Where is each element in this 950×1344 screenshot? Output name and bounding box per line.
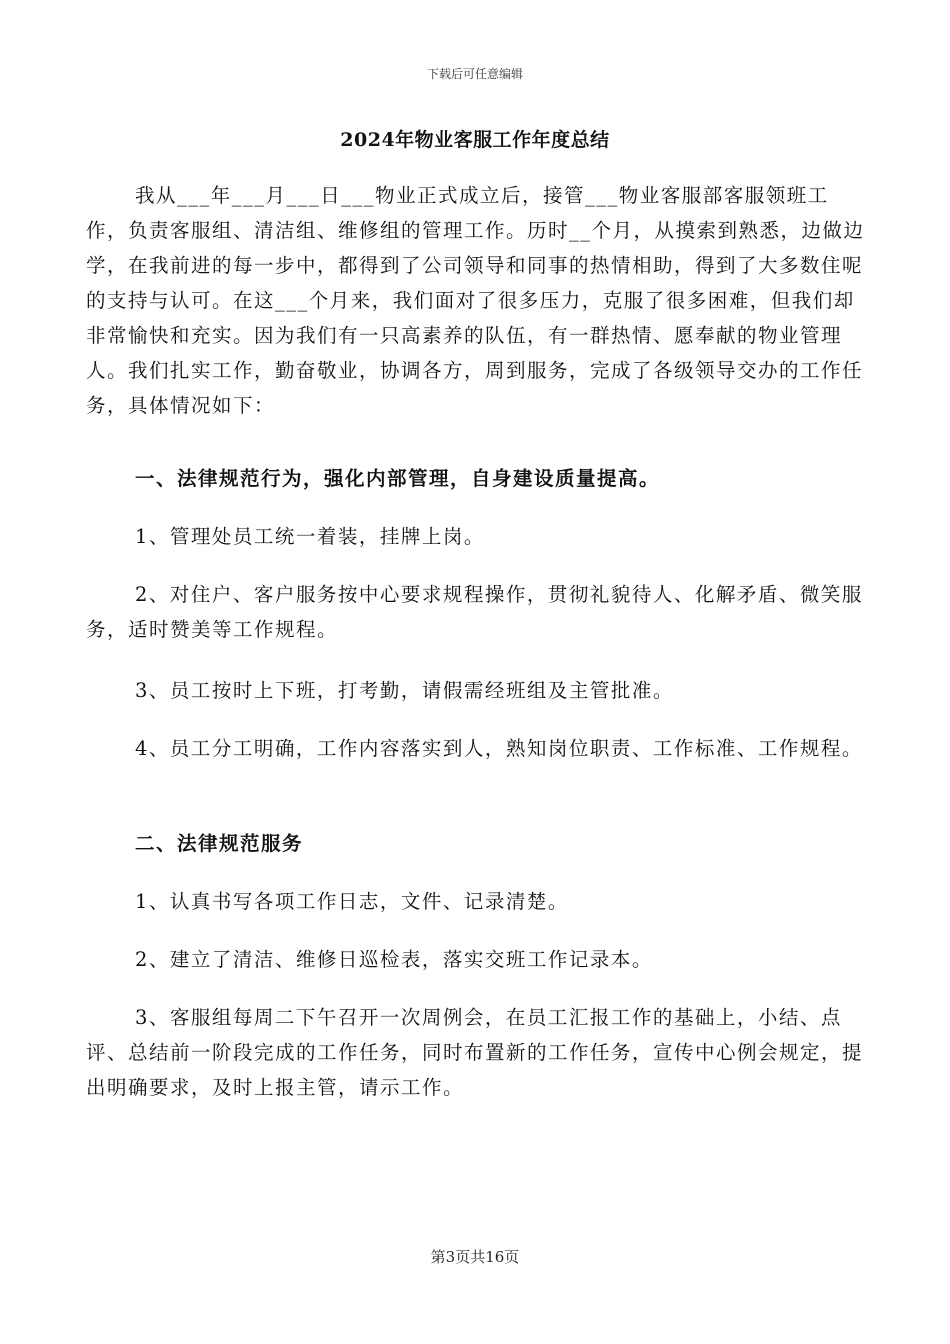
section-2-item-1: 1、认真书写各项工作日志，文件、记录清楚。 [135, 890, 569, 913]
section-1-item-3: 3、员工按时上下班，打考勤，请假需经班组及主管批准。 [135, 679, 674, 702]
section-2-item-2: 2、建立了清洁、维修日巡检表，落实交班工作记录本。 [135, 948, 653, 971]
document-title: 2024年物业客服工作年度总结 [340, 129, 610, 151]
page-header-note: 下载后可任意编辑 [426, 67, 523, 81]
intro-paragraph: 我从___年___月___日___物业正式成立后，接管___物业客服部客服领班工作，负责客服组、清洁组、维修组的管理工作。历时__个月，从摸索到熟悉，边做边学，在我前进的每一步中，都得到了公司领导和同事的热情相助，得到了大多数住呢的支持与认可。在这___个月来，我们面对了很多压力，克服了很多困难，但我们却非常愉快和充实。因为我们有一只高素养的队伍，有一群热情、愿奉献的物业管理人。我们扎实工作，勤奋敬业，协调各方，周到服务，完成了各级领导交办的工作任务，具体情况如下： [86, 184, 865, 417]
section-1-heading: 一、法律规范行为，强化内部管理，自身建设质量提高。 [135, 467, 661, 490]
section-1-item-1: 1、管理处员工统一着装，挂牌上岗。 [135, 525, 485, 548]
section-2-item-3: 3、客服组每周二下午召开一次周例会，在员工汇报工作的基础上，小结、点评、总结前一阶段完成的工作任务，同时布置新的工作任务，宣传中心例会规定，提出明确要求，及时上报主管，请示工作。 [86, 1006, 864, 1099]
page-number-footer: 第3页共16页 [430, 1248, 520, 1266]
section-1-item-4: 4、员工分工明确，工作内容落实到人，熟知岗位职责、工作标准、工作规程。 [135, 737, 863, 760]
section-2-heading: 二、法律规范服务 [135, 832, 304, 855]
section-1-item-2: 2、对住户、客户服务按中心要求规程操作，贯彻礼貌待人、化解矛盾、微笑服务，适时赞美等工作规程。 [86, 583, 863, 641]
